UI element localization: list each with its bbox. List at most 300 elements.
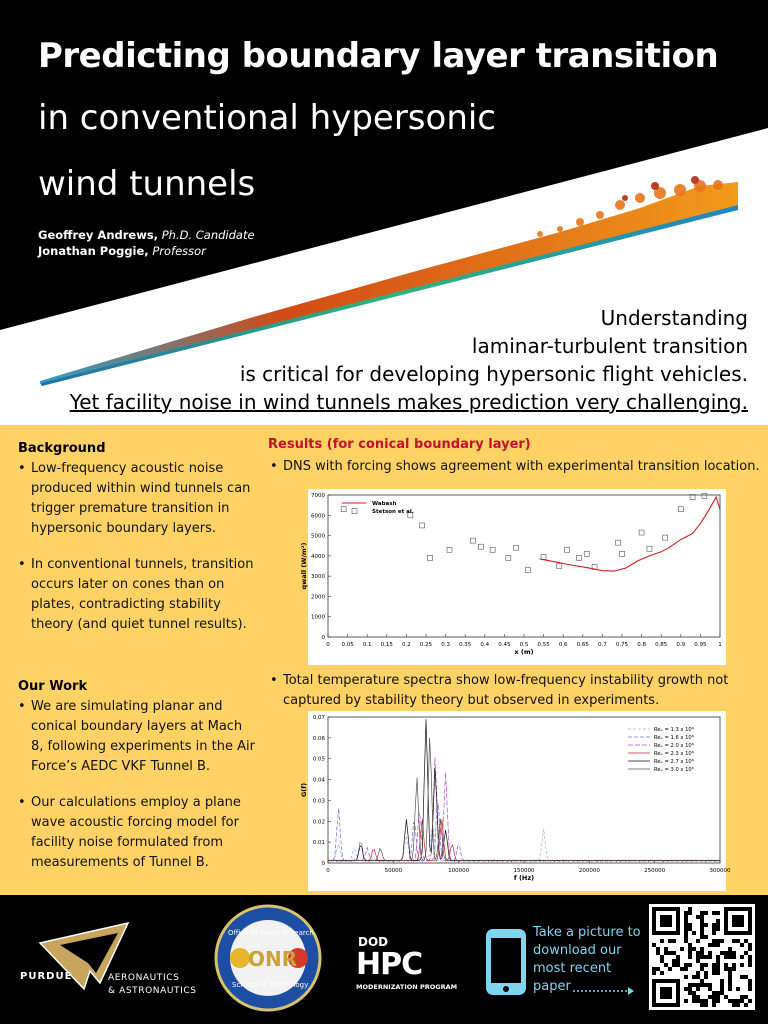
qr-module: [748, 955, 752, 959]
y-tick-label: 0: [321, 861, 325, 867]
qr-module: [684, 999, 688, 1003]
stetson-point: [576, 555, 581, 560]
x-tick-label: 0.3: [441, 642, 450, 648]
footer: [0, 895, 768, 1024]
y-tick-label: 4000: [311, 553, 325, 560]
qr-module: [708, 955, 712, 959]
qr-module: [700, 935, 704, 939]
stetson-point: [616, 540, 621, 545]
qr-module: [748, 987, 752, 991]
qr-module: [684, 915, 688, 919]
hpc-text: HPC: [356, 947, 423, 982]
author-1-role: Ph.D. Candidate: [161, 228, 255, 242]
background-bullet-1: [18, 459, 256, 539]
spectrum-line: [328, 758, 720, 862]
qr-module: [664, 963, 668, 967]
x-tick-label: 150000: [513, 868, 535, 874]
qr-module: [692, 995, 696, 999]
qr-module: [736, 987, 740, 991]
results-bullet-1-text: DNS with forcing shows agreement with experimental transition location.: [283, 459, 760, 474]
background-heading: Background: [18, 441, 106, 456]
qr-module: [720, 939, 724, 943]
qr-module: [748, 979, 752, 983]
onr-mid-text: ONR: [248, 947, 298, 971]
qr-module: [688, 943, 692, 947]
qr-module: [696, 983, 700, 987]
qr-module: [652, 943, 656, 947]
qr-module: [668, 939, 672, 943]
stetson-point: [471, 538, 476, 543]
qr-module: [696, 999, 700, 1003]
background-bullet-2: [18, 555, 261, 635]
qr-module: [696, 951, 700, 955]
qr-module: [704, 975, 708, 979]
qr-module: [704, 1003, 708, 1007]
onr-bottom-text: Science & Technology: [232, 981, 309, 989]
qr-module: [660, 955, 664, 959]
author-2-role: Professor: [152, 244, 206, 258]
qr-module: [700, 919, 704, 923]
qr-module: [664, 951, 668, 955]
qr-module: [708, 951, 712, 955]
qr-module: [684, 923, 688, 927]
x-tick-label: 1: [718, 642, 722, 648]
stetson-point: [420, 523, 425, 528]
qr-module: [652, 967, 656, 971]
qr-module: [696, 995, 700, 999]
stetson-point: [565, 547, 570, 552]
qr-module: [724, 995, 728, 999]
spectrum-line: [328, 804, 720, 862]
qr-module: [696, 939, 700, 943]
y-axis-label: G(f): [300, 782, 308, 798]
qr-module: [684, 967, 688, 971]
qr-module: [704, 971, 708, 975]
y-tick-label: 7000: [311, 493, 325, 499]
bullet-dot: •: [18, 795, 26, 810]
qr-module: [668, 967, 672, 971]
qr-module: [708, 995, 712, 999]
qr-module: [716, 927, 720, 931]
qr-module: [716, 943, 720, 947]
qr-module: [708, 987, 712, 991]
qr-finder-core: [732, 915, 744, 927]
qr-module: [680, 947, 684, 951]
qr-module: [748, 959, 752, 963]
tagline-4: Yet facility noise in wind tunnels makes prediction very challenging.: [69, 390, 748, 414]
legend-entry: Reₓ = 2.3 x 10⁶: [654, 751, 694, 757]
bullet-dot: •: [270, 673, 278, 688]
qr-module: [700, 963, 704, 967]
x-tick-label: 250000: [644, 868, 666, 874]
author-1-name: Geoffrey Andrews,: [38, 228, 159, 242]
qr-module: [716, 955, 720, 959]
qr-module: [704, 983, 708, 987]
x-axis-label: f (Hz): [513, 874, 535, 882]
qr-module: [716, 967, 720, 971]
stetson-point: [639, 530, 644, 535]
qr-module: [712, 995, 716, 999]
y-tick-label: 6000: [311, 513, 325, 520]
x-tick-label: 0.8: [637, 642, 646, 648]
our-work-bullet-1-text: We are simulating planar and conical boundary layers at Mach 8, following experiments in the Air Force’s AEDC VKF Tunnel B.: [31, 699, 255, 774]
qr-module: [708, 943, 712, 947]
qr-module: [720, 983, 724, 987]
x-tick-label: 0.4: [480, 642, 490, 648]
qr-module: [700, 999, 704, 1003]
x-tick-label: 300000: [709, 868, 731, 874]
qr-module: [704, 935, 708, 939]
hero-banner: [0, 0, 768, 425]
y-tick-label: 2000: [311, 594, 325, 601]
qr-module: [688, 951, 692, 955]
qr-module: [712, 1003, 716, 1007]
qr-module: [740, 999, 744, 1003]
qr-module: [716, 959, 720, 963]
qr-module: [660, 971, 664, 975]
qr-module: [740, 995, 744, 999]
qr-module: [676, 959, 680, 963]
qr-module: [732, 1003, 736, 1007]
dod-text: DOD: [358, 935, 389, 949]
qr-module: [676, 955, 680, 959]
stetson-point: [478, 544, 483, 549]
cta-line-4: paper: [533, 979, 571, 994]
x-tick-label: 0.65: [576, 642, 589, 648]
results-bullet-2-text: Total temperature spectra show low-frequency instability growth not captured by stability theory but observed in experiments.: [283, 673, 729, 708]
qr-module: [704, 923, 708, 927]
legend-entry: Reₓ = 1.3 x 10⁶: [654, 727, 694, 733]
stetson-point: [620, 551, 625, 556]
dotted-arrow-icon: [573, 987, 634, 995]
qr-module: [700, 947, 704, 951]
qr-module: [732, 967, 736, 971]
tagline-3: is critical for developing hypersonic flight vehicles.: [239, 362, 748, 386]
author-2-name: Jonathan Poggie,: [38, 244, 149, 258]
x-tick-label: 0.2: [402, 642, 411, 648]
qr-module: [684, 919, 688, 923]
qr-module: [728, 987, 732, 991]
qr-module: [744, 995, 748, 999]
qr-module: [692, 947, 696, 951]
x-tick-label: 200000: [578, 868, 600, 874]
phone-icon: [486, 929, 526, 995]
spectrum-line: [328, 819, 720, 861]
stetson-point: [506, 555, 511, 560]
our-work-heading: Our Work: [18, 679, 88, 694]
department-line-1: AERONAUTICS: [108, 973, 180, 983]
qr-module: [724, 951, 728, 955]
qr-module: [684, 935, 688, 939]
cta-line-3: most recent: [533, 961, 612, 976]
qr-module: [728, 951, 732, 955]
qr-module: [744, 1003, 748, 1007]
qr-module: [696, 975, 700, 979]
tagline-1: Understanding: [600, 306, 748, 330]
qr-module: [712, 967, 716, 971]
cta-line-1: Take a picture to: [533, 925, 641, 940]
qr-module: [688, 963, 692, 967]
qr-module: [740, 955, 744, 959]
qr-module: [716, 919, 720, 923]
qr-module: [652, 971, 656, 975]
heat-flux-chart-svg: [300, 489, 726, 665]
qr-module: [748, 983, 752, 987]
stetson-point: [557, 564, 562, 569]
y-tick-label: 0.01: [312, 840, 325, 847]
qr-module: [716, 971, 720, 975]
qr-module: [688, 991, 692, 995]
qr-module: [728, 955, 732, 959]
qr-module: [664, 947, 668, 951]
qr-module: [700, 931, 704, 935]
x-tick-label: 0.75: [615, 642, 629, 648]
background-bullet-2-text: In conventional tunnels, transition occurs later on cones than on plates, contradicting stability theory (and quiet tunnel results).: [31, 557, 254, 632]
title-line-1: Predicting boundary layer transition: [38, 36, 719, 76]
qr-module: [724, 963, 728, 967]
qr-module: [712, 911, 716, 915]
qr-module: [736, 999, 740, 1003]
qr-module: [712, 991, 716, 995]
y-tick-label: 1000: [311, 614, 325, 621]
qr-module: [692, 975, 696, 979]
qr-module: [748, 943, 752, 947]
qr-module: [732, 999, 736, 1003]
qr-module: [744, 975, 748, 979]
qr-module: [688, 927, 692, 931]
qr-module: [684, 987, 688, 991]
qr-module: [720, 987, 724, 991]
qr-module: [688, 907, 692, 911]
y-axis-label: qwall (W/m²): [300, 542, 308, 590]
qr-module: [656, 967, 660, 971]
qr-module: [700, 983, 704, 987]
qr-code-icon: [649, 904, 755, 1010]
qr-module: [700, 979, 704, 983]
qr-module: [708, 983, 712, 987]
results-bullet-2: [270, 671, 753, 711]
x-tick-label: 0: [326, 642, 330, 648]
qr-module: [712, 943, 716, 947]
qr-module: [684, 975, 688, 979]
x-tick-label: 50000: [384, 868, 403, 874]
qr-module: [696, 915, 700, 919]
qr-module: [712, 927, 716, 931]
qr-module: [700, 955, 704, 959]
stetson-point: [584, 551, 589, 556]
qr-module: [704, 999, 708, 1003]
stetson-point: [702, 494, 707, 499]
qr-module: [692, 931, 696, 935]
qr-module: [700, 911, 704, 915]
qr-module: [712, 971, 716, 975]
qr-module: [668, 951, 672, 955]
y-tick-label: 0.03: [312, 798, 325, 805]
y-tick-label: 0: [321, 635, 325, 641]
qr-module: [744, 951, 748, 955]
x-tick-label: 0.6: [558, 642, 568, 648]
qr-module: [672, 963, 676, 967]
department-line-2: & ASTRONAUTICS: [108, 986, 197, 996]
qr-module: [728, 983, 732, 987]
title-line-3: wind tunnels: [38, 164, 256, 204]
qr-module: [692, 983, 696, 987]
legend-entry: Reₓ = 2.0 x 10⁶: [654, 743, 694, 749]
hpc-subtitle: MODERNIZATION PROGRAM: [356, 983, 458, 991]
qr-module: [672, 959, 676, 963]
x-tick-label: 0.55: [537, 642, 550, 648]
qr-module: [660, 939, 664, 943]
qr-module: [704, 963, 708, 967]
qr-module: [748, 963, 752, 967]
qr-module: [728, 971, 732, 975]
qr-module: [680, 967, 684, 971]
qr-module: [724, 955, 728, 959]
x-tick-label: 0: [326, 868, 330, 874]
qr-module: [660, 959, 664, 963]
qr-module: [728, 975, 732, 979]
qr-module: [700, 923, 704, 927]
x-tick-label: 100000: [448, 868, 470, 874]
x-axis-label: x (m): [514, 648, 534, 656]
qr-module: [684, 939, 688, 943]
qr-module: [732, 955, 736, 959]
tagline-2: laminar-turbulent transition: [471, 334, 748, 358]
qr-module: [700, 1003, 704, 1007]
x-tick-label: 0.9: [676, 642, 686, 648]
plot-frame: [328, 495, 720, 637]
qr-module: [656, 947, 660, 951]
qr-module: [692, 991, 696, 995]
author-1: [38, 228, 255, 242]
bullet-dot: •: [270, 459, 278, 474]
y-tick-label: 3000: [311, 574, 325, 581]
qr-module: [684, 963, 688, 967]
qr-module: [736, 939, 740, 943]
qr-module: [684, 931, 688, 935]
qr-finder-core: [660, 987, 672, 999]
qr-module: [740, 975, 744, 979]
spectra-chart-svg: [300, 711, 731, 891]
content-panel: [0, 425, 768, 895]
qr-module: [744, 939, 748, 943]
qr-module: [688, 987, 692, 991]
stetson-point: [678, 507, 683, 512]
qr-module: [656, 951, 660, 955]
qr-module: [700, 951, 704, 955]
qr-module: [688, 947, 692, 951]
y-tick-label: 0.02: [312, 819, 325, 826]
x-tick-label: 0.5: [519, 642, 529, 648]
x-tick-label: 0.85: [655, 642, 668, 648]
qr-module: [704, 955, 708, 959]
stetson-point: [341, 507, 346, 512]
onr-top-text: Office of Naval Research: [228, 929, 314, 937]
wabash-line: [540, 497, 720, 571]
bullet-dot: •: [18, 461, 26, 476]
stetson-point: [663, 535, 668, 540]
qr-module: [716, 939, 720, 943]
qr-module: [716, 995, 720, 999]
qr-finder-core: [660, 915, 672, 927]
y-tick-label: 0.06: [312, 735, 325, 742]
qr-module: [736, 1003, 740, 1007]
qr-module: [716, 923, 720, 927]
qr-module: [740, 963, 744, 967]
stetson-point: [490, 547, 495, 552]
qr-module: [728, 947, 732, 951]
x-tick-label: 0.35: [459, 642, 472, 648]
qr-module: [712, 999, 716, 1003]
legend-entry: Reₓ = 1.6 x 10⁶: [654, 735, 694, 741]
our-work-bullet-1: [18, 697, 256, 777]
stetson-point: [541, 554, 546, 559]
qr-module: [704, 911, 708, 915]
spectrum-line: [328, 826, 720, 862]
qr-module: [700, 927, 704, 931]
legend-entry: Reₓ = 2.7 x 10⁶: [654, 759, 694, 765]
qr-module: [684, 911, 688, 915]
our-work-bullet-2: [18, 793, 256, 873]
qr-module: [688, 955, 692, 959]
qr-module: [688, 983, 692, 987]
qr-module: [672, 951, 676, 955]
qr-module: [716, 963, 720, 967]
qr-module: [688, 923, 692, 927]
qr-module: [712, 939, 716, 943]
title-line-2: in conventional hypersonic: [38, 98, 497, 138]
background-bullet-1-text: Low-frequency acoustic noise produced within wind tunnels can trigger premature transition in hypersonic boundary layers.: [31, 461, 251, 536]
qr-module: [696, 959, 700, 963]
qr-module: [676, 963, 680, 967]
qr-module: [712, 931, 716, 935]
x-tick-label: 0.15: [380, 642, 393, 648]
x-tick-label: 0.95: [694, 642, 707, 648]
x-tick-label: 0.05: [341, 642, 354, 648]
bullet-dot: •: [18, 699, 26, 714]
qr-module: [696, 971, 700, 975]
qr-module: [696, 955, 700, 959]
qr-module: [728, 979, 732, 983]
legend-entry: Wabash: [372, 501, 397, 507]
qr-module: [732, 951, 736, 955]
x-tick-label: 0.1: [362, 642, 372, 648]
legend-entry: Reₓ = 3.0 x 10⁶: [654, 767, 694, 773]
cta-line-2: download our: [533, 943, 622, 958]
author-2: [38, 244, 206, 258]
qr-module: [748, 947, 752, 951]
qr-module: [748, 999, 752, 1003]
stetson-point: [427, 555, 432, 560]
x-tick-label: 0.25: [419, 642, 433, 648]
results-heading: Results (for conical boundary layer): [268, 437, 531, 452]
qr-module: [740, 943, 744, 947]
qr-module: [672, 939, 676, 943]
purdue-wordmark: PURDUE: [20, 971, 73, 982]
legend-swatch: [352, 509, 357, 514]
x-tick-label: 0.7: [598, 642, 607, 648]
stetson-point: [514, 545, 519, 550]
qr-module: [712, 963, 716, 967]
our-work-bullet-2-text: Our calculations employ a plane wave acoustic forcing model for facility noise formulated from measurements of Tunnel B.: [31, 795, 241, 870]
heat-flux-chart: [300, 489, 726, 665]
qr-module: [732, 939, 736, 943]
qr-module: [716, 911, 720, 915]
qr-module: [692, 999, 696, 1003]
stetson-point: [447, 547, 452, 552]
stetson-point: [525, 568, 530, 573]
qr-module: [720, 991, 724, 995]
